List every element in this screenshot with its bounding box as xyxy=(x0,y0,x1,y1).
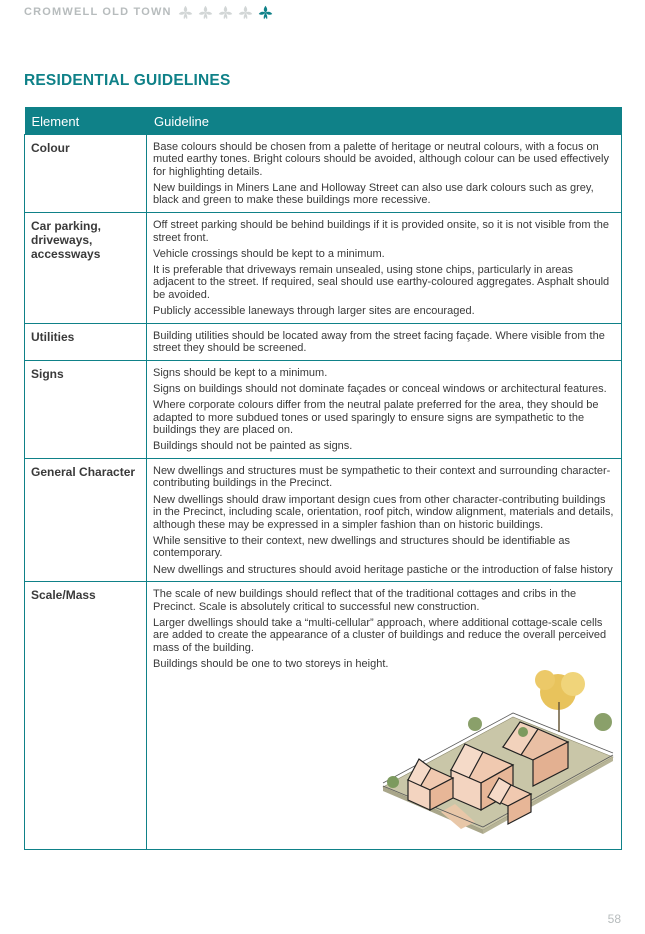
guideline-paragraph: Publicly accessible laneways through larger sites are encouraged. xyxy=(153,305,475,318)
leaf-icon xyxy=(238,5,253,20)
guideline-paragraph: It is preferable that driveways remain unsealed, using stone chips, particularly in areas adjacent to the street. If required, seal should use earthy-coloured aggregates. Asphalt should be avoided. xyxy=(153,263,610,301)
guideline-paragraph: New dwellings and structures should avoid heritage pastiche or the introduction of false history xyxy=(153,563,613,576)
guideline-paragraph: While sensitive to their context, new dwellings and structures should be identifiable as contemporary. xyxy=(153,534,571,560)
guideline-paragraph: Larger dwellings should take a “multi-cellular” approach, where additional cottage-scale cells are added to create the appearance of a cluster of buildings and reduce the overall perceived mass of the building. xyxy=(153,616,607,654)
table-row xyxy=(25,323,622,360)
element-cell: Signs xyxy=(25,360,147,458)
section-title: RESIDENTIAL GUIDELINES xyxy=(24,72,231,89)
element-cell: Utilities xyxy=(25,323,147,360)
element-cell: General Character xyxy=(25,458,147,581)
guideline-cell xyxy=(147,360,622,458)
guideline-paragraph: Building utilities should be located away from the street facing façade. Where visible from the street they should be screened. xyxy=(153,329,605,355)
guideline-cell xyxy=(147,582,622,850)
column-header-guideline: Guideline xyxy=(147,107,622,134)
table-row xyxy=(25,134,622,212)
guideline-paragraph: New dwellings and structures must be sympathetic to their context and surrounding character-contributing buildings in the Precinct. xyxy=(153,464,611,490)
illustration-container xyxy=(153,674,615,844)
leaf-icon xyxy=(198,5,213,20)
multi-cellular-dwelling-illustration xyxy=(363,662,623,837)
guideline-paragraph: New buildings in Miners Lane and Holloway Street can also use dark colours such as grey, black and green to make these buildings more recessive. xyxy=(153,181,594,207)
leaf-icon-active xyxy=(258,5,273,20)
guideline-paragraph: New dwellings should draw important design cues from other character-contributing buildings in the Precinct, including scale, orientation, roof pitch, window alignment, materials and details, although these may be expressed in a simpler fashion than on historic buildings. xyxy=(153,493,614,531)
guideline-cell xyxy=(147,134,622,212)
guideline-cell xyxy=(147,212,622,323)
column-header-element: Element xyxy=(25,107,147,134)
page-number: 58 xyxy=(607,912,621,926)
guideline-paragraph: Buildings should be one to two storeys in height. xyxy=(153,658,389,671)
guideline-paragraph: The scale of new buildings should reflect that of the traditional cottages and cribs in the Precinct. Scale is absolutely critical to successful new construction. xyxy=(153,588,577,613)
document-title: CROMWELL OLD TOWN xyxy=(24,6,172,18)
guideline-paragraph: Vehicle crossings should be kept to a minimum. xyxy=(153,247,385,260)
table-row xyxy=(25,582,622,850)
table-row xyxy=(25,360,622,458)
running-header xyxy=(24,3,278,21)
guideline-paragraph: Where corporate colours differ from the neutral palate preferred for the area, they should be adapted to more subdued tones or used sparingly to ensure signs are sympathetic to the buildings they are placed on. xyxy=(153,399,599,437)
element-cell: Colour xyxy=(25,134,147,212)
leaf-icon xyxy=(218,5,233,20)
table-header-row xyxy=(25,107,622,134)
table-row xyxy=(25,212,622,323)
element-cell: Scale/Mass xyxy=(25,582,147,850)
guideline-paragraph: Off street parking should be behind buildings if it is provided onsite, so it is not visible from the street front. xyxy=(153,218,609,244)
guideline-paragraph: Buildings should not be painted as signs. xyxy=(153,440,353,453)
leaf-icon xyxy=(178,5,193,20)
guideline-cell xyxy=(147,323,622,360)
guideline-cell xyxy=(147,458,622,581)
guidelines-table xyxy=(24,107,622,850)
guideline-paragraph: Base colours should be chosen from a palette of heritage or neutral colours, with a focus on muted earthy tones. Bright colours should be avoided, although colour can be used effectively for highlighting details. xyxy=(153,140,609,178)
element-cell: Car parking, driveways, accessways xyxy=(25,212,147,323)
guideline-paragraph: Signs on buildings should not dominate façades or conceal windows or architectural features. xyxy=(153,382,607,395)
table-row xyxy=(25,458,622,581)
guideline-paragraph: Signs should be kept to a minimum. xyxy=(153,366,328,379)
